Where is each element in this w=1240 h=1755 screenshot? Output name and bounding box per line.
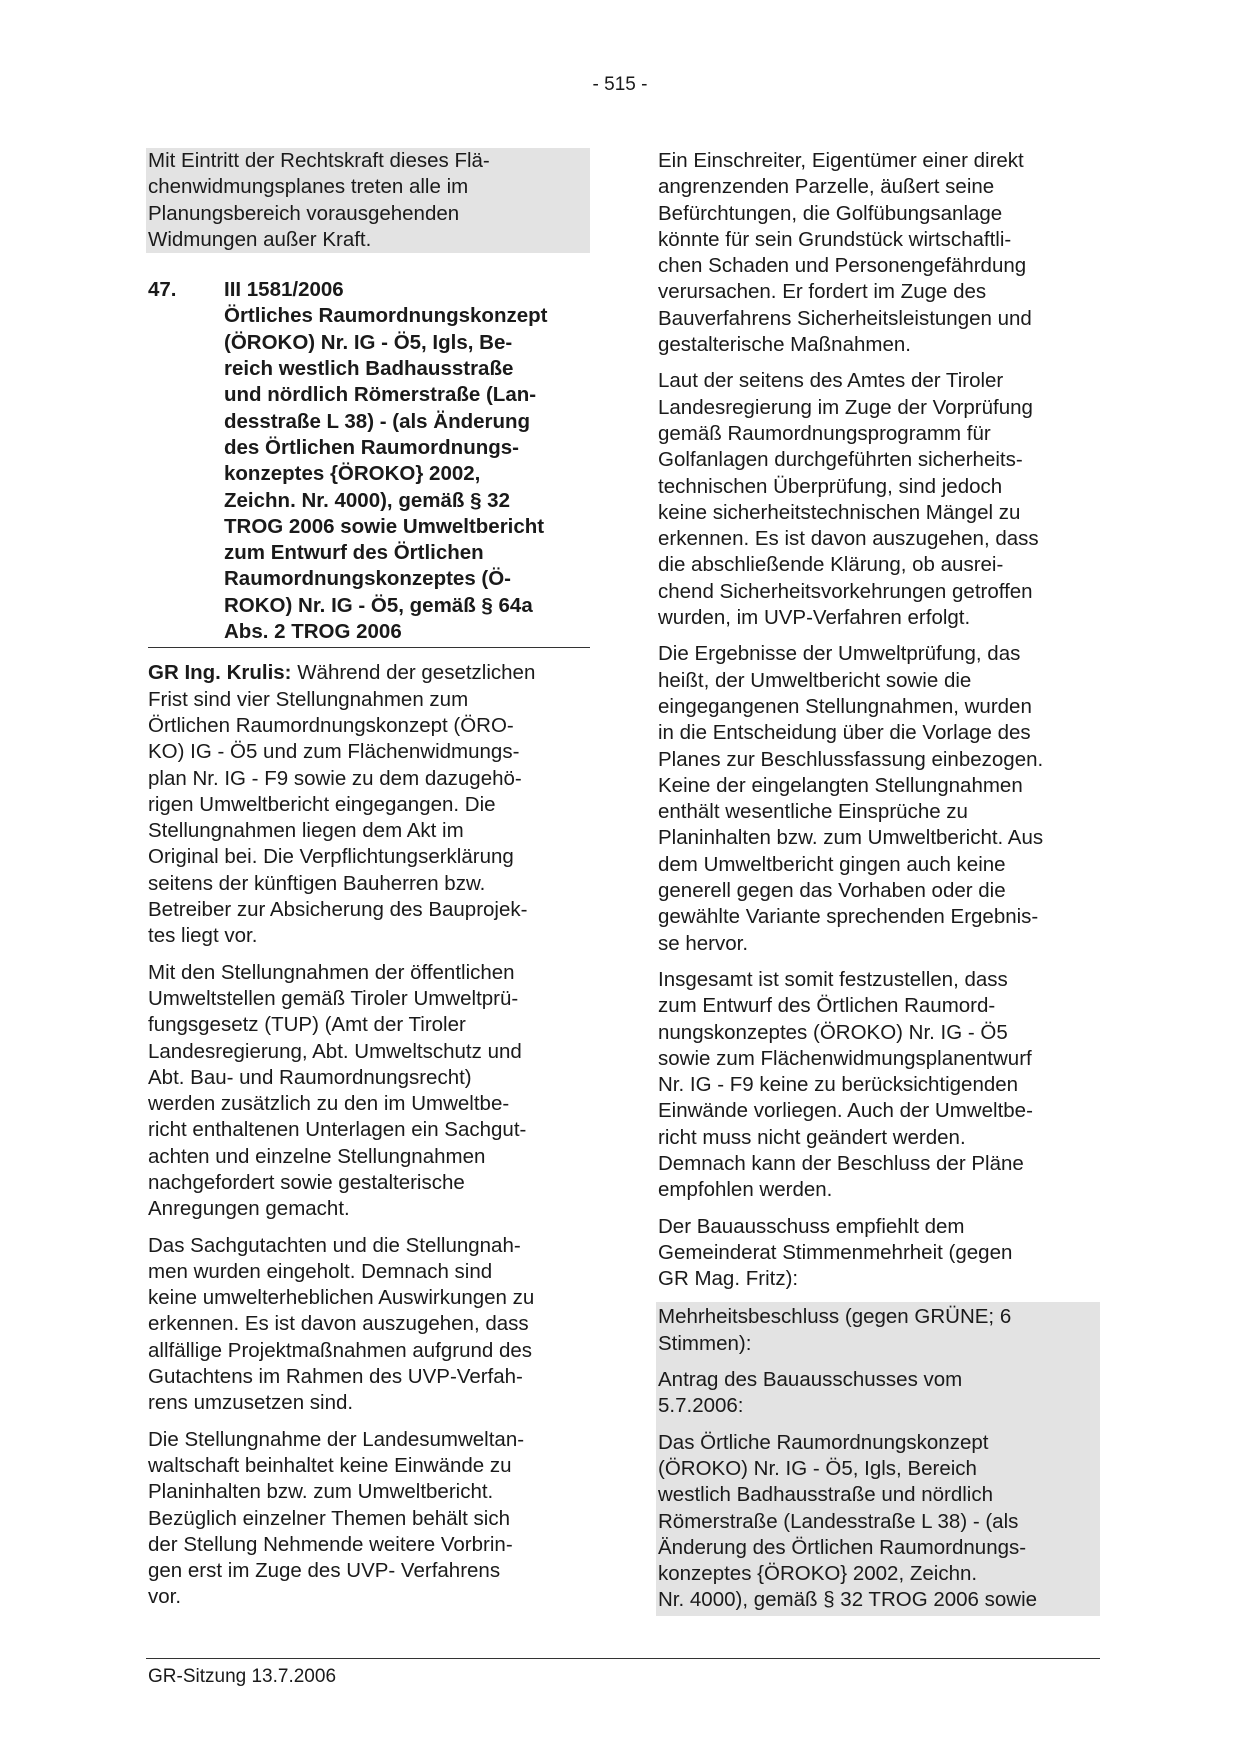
footer-session: GR-Sitzung 13.7.2006 [148,1666,337,1687]
rechtskraft-note: Mit Eintritt der Rechtskraft dieses Flä- chenwidmungsplanes treten alle im Planungsbereich vorausgehenden Widmungen außer Kraft. [146,148,590,253]
agenda-item-47 [148,277,590,648]
majority-decision: Mehrheitsbeschluss (gegen GRÜNE; 6 Stimmen): [658,1305,1012,1355]
left-paragraph-3: Das Sachgutachten und die Stellungnah- men wurden eingeholt. Demnach sind keine umwelterheblichen Auswirkungen zu erkennen. Es ist davon auszugehen, dass allfällige Projektmaßnahmen aufgrund des Gutachtens im Rahmen des UVP-Verfah- rens umzusetzen sind. [148,1233,535,1415]
speaker-text: Während der gesetzlichen Frist sind vier Stellungnahmen zum Örtlichen Raumordnungskonzept (ÖRO- KO) IG - Ö5 und zum Flächenwidmungs- plan Nr. IG - F9 sowie zu dem dazugehö- rigen Umweltbericht eingegangen. Die Stellungnahmen liegen dem Akt im Original bei. Die Verpflichtungserklärung seitens der künftigen Bauherren bzw. Betreiber zur Absicherung des Bauprojek- tes liegt vor. [148,661,536,948]
speaker-name: GR Ing. Krulis: [148,661,292,685]
motion-text: Das Örtliche Raumordnungskonzept (ÖROKO) Nr. IG - Ö5, Igls, Bereich westlich Badhausstraße und nördlich Römerstraße (Landesstraße L 38) - (als Änderung des Örtlichen Raumordnungs- konzeptes {ÖROKO} 2002, Zeichn. Nr. 4000), gemäß § 32 TROG 2006 sowie [658,1430,1038,1612]
right-paragraph-4: Insgesamt ist somit festzustellen, dass zum Entwurf des Örtlichen Raumord- nungskonzeptes (ÖROKO) Nr. IG - Ö5 sowie zum Flächenwidmungsplanentwurf Nr. IG - F9 keine zu berücksichtigenden Einwände vorliegen. Auch der Umweltbe- richt muss nicht geändert werden. Demnach kann der Beschluss der Pläne empfohlen werden. [658,967,1033,1202]
resolution-box [656,1302,1100,1615]
speaker-paragraph [148,660,590,949]
item-number: 47. [148,278,177,302]
right-paragraph-1: Ein Einschreiter, Eigentümer einer direkt angrenzenden Parzelle, äußert seine Befürchtungen, die Golfübungsanlage könnte für sein Grundstück wirtschaftli- chen Schaden und Personengefährdung verursachen. Er fordert im Zuge des Bauverfahrens Sicherheitsleistungen und gestalterische Maßnahmen. [658,149,1032,357]
right-paragraph-2: Laut der seitens des Amtes der Tiroler Landesregierung im Zuge der Vorprüfung gemäß Raumordnungsprogramm für Golfanlagen durchgeführten sicherheits- technischen Überprüfung, sind jedoch keine sicherheitstechnischen Mängel zu erkennen. Es ist davon auszugehen, dass die abschließende Klärung, ob ausrei- chend Sicherheitsvorkehrungen getroffen wurden, im UVP-Verfahren erfolgt. [658,369,1039,630]
left-paragraph-2: Mit den Stellungnahmen der öffentlichen Umweltstellen gemäß Tiroler Umweltprü- fungsgesetz (TUP) (Amt der Tiroler Landesregierung, Abt. Umweltschutz und Abt. Bau- und Raumordnungsrecht) werden zusätzlich zu den im Umweltbe- richt enthaltenen Unterlagen ein Sachgut- achten und einzelne Stellungnahmen nachgefordert sowie gestalterische Anregungen gemacht. [148,960,527,1221]
page-number: - 515 - [592,74,648,95]
left-paragraph-4: Die Stellungnahme der Landesumweltan- waltschaft beinhaltet keine Einwände zu Planinhalten bzw. zum Umweltbericht. Bezüglich einzelner Themen behält sich der Stellung Nehmende weitere Vorbrin- gen erst im Zuge des UVP- Verfahrens vor. [148,1427,525,1609]
right-paragraph-5: Der Bauausschuss empfiehlt dem Gemeinderat Stimmenmehrheit (gegen GR Mag. Fritz): [658,1214,1013,1291]
left-column [148,148,590,1621]
right-column [658,148,1100,1616]
right-paragraph-3: Die Ergebnisse der Umweltprüfung, das heißt, der Umweltbericht sowie die eingegangenen Stellungnahmen, wurden in die Entscheidung über die Vorlage des Planes zur Beschlussfassung einbezogen. Keine der eingelangten Stellungnahmen enthält wesentliche Einsprüche zu Planinhalten bzw. zum Umweltbericht. Aus dem Umweltbericht gingen auch keine generell gegen das Vorhaben oder die gewählte Variante sprechenden Ergebnis- se hervor. [658,642,1044,955]
item-title: III 1581/2006 Örtliches Raumordnungskonzept (ÖROKO) Nr. IG - Ö5, Igls, Be- reich westlich Badhausstraße und nördlich Römerstraße (Lan- desstraße L 38) - (als Änderung des Örtlichen Raumordnungs- konzeptes {ÖROKO} 2002, Zeichn. Nr. 4000), gemäß § 32 TROG 2006 sowie Umweltbericht zum Entwurf des Örtlichen Raumordnungskonzeptes (Ö- ROKO) Nr. IG - Ö5, gemäß § 64a Abs. 2 TROG 2006 [224,278,548,644]
committee-motion: Antrag des Bauausschusses vom 5.7.2006: [658,1368,963,1418]
footer-rule [146,1658,1100,1659]
